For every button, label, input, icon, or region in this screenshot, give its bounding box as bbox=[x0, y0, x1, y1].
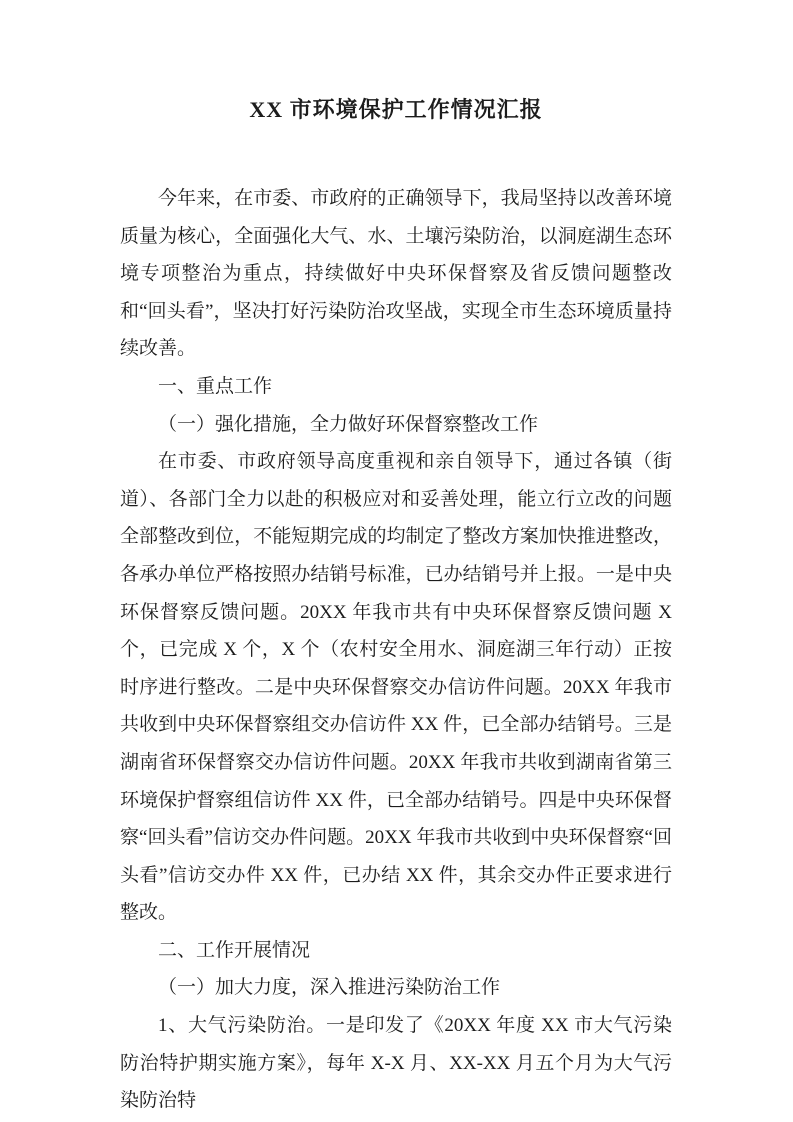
paragraph-intro: 今年来，在市委、市政府的正确领导下，我局坚持以改善环境质量为核心，全面强化大气、水、土壤污染防治，以洞庭湖生态环境专项整治为重点，持续做好中央环保督察及省反馈问题整改和“回头看”，坚决打好污染防治攻坚战，实现全市生态环境质量持续改善。 bbox=[120, 188, 672, 360]
paragraph-air-pollution: 1、大气污染防治。一是印发了《20XX 年度 XX 市大气污染防治特护期实施方案》，每年 X-X 月、XX-XX 月五个月为大气污染防治特 bbox=[120, 1015, 672, 1112]
paragraph-inspection-details: 在市委、市政府领导高度重视和亲自领导下，通过各镇（街道）、各部门全力以赴的积极应对和妥善处理，能立行立改的问题全部整改到位，不能短期完成的均制定了整改方案加快推进整改，各承办单位严格按照办结销号标准，已办结销号并上报。一是中央环保督察反馈问题。20XX 年我市共有中央环保督察反馈问题 X 个，已完成 X 个，X 个（农村安全用水、洞庭湖三年行动）正按时序进行整改。二是中央环保督察交办信访件问题。20XX 年我市共收到中央环保督察组交办信访件 XX 件，已全部办结销号。三是湖南省环保督察交办信访件问题。20XX 年我市共收到湖南省第三环境保护督察组信访件 XX 件，已全部办结销号。四是中央环保督察“回头看”信访交办件问题。20XX 年我市共收到中央环保督察“回头看”信访交办件 XX 件，已办结 XX 件，其余交办件正要求进行整改。 bbox=[120, 451, 672, 924]
heading-inspection-rectification: （一）强化措施，全力做好环保督察整改工作 bbox=[158, 413, 539, 435]
heading-work-progress: 二、工作开展情况 bbox=[158, 939, 311, 961]
document-title: XX 市环境保护工作情况汇报 bbox=[249, 97, 543, 122]
heading-pollution-control: （一）加大力度，深入推进污染防治工作 bbox=[158, 977, 501, 999]
heading-key-work: 一、重点工作 bbox=[158, 375, 273, 397]
